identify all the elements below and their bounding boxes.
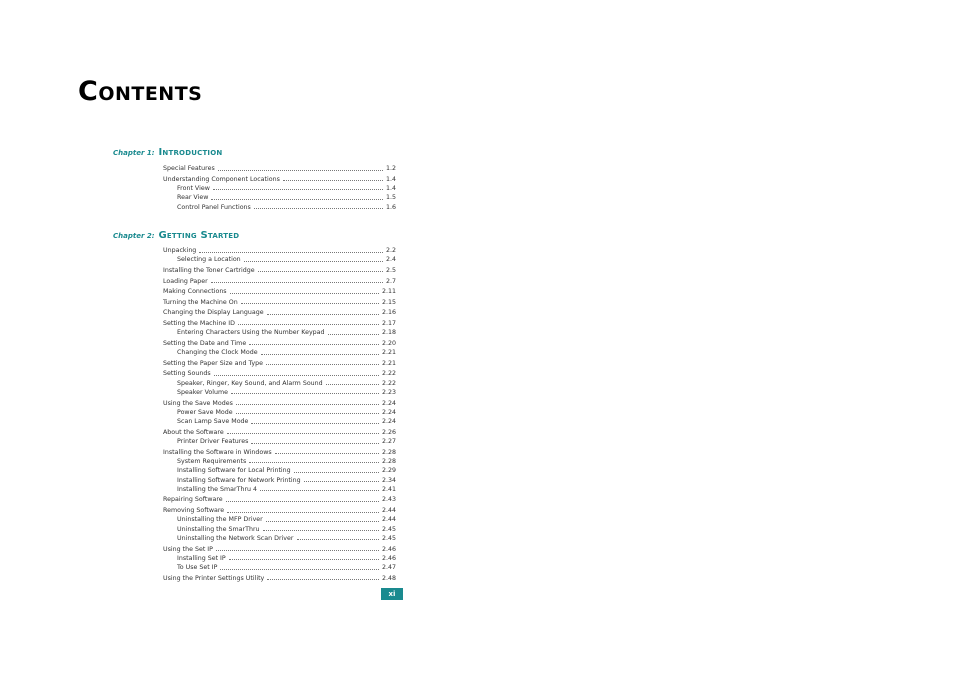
dot-leader [220,564,379,570]
toc-entry[interactable] [163,554,396,563]
toc-entry[interactable] [163,298,396,307]
toc-entry-label: Installing Software for Network Printing [177,476,301,484]
toc-entry-page: 1.4 [385,175,396,183]
dot-leader [229,554,379,560]
toc-entry-page: 2.47 [381,564,396,572]
dot-leader [249,457,379,463]
dot-leader [211,277,383,283]
dot-leader [231,388,379,394]
dot-leader [213,184,383,190]
toc-entry-label: Using the Set IP [163,545,213,553]
toc-entry-label: Making Connections [163,288,227,296]
dot-leader [266,516,379,522]
dot-leader [267,309,379,315]
toc-entry-page: 2.23 [381,388,396,396]
toc-entry-page: 2.26 [381,428,396,436]
toc-entry-page: 1.4 [385,184,396,192]
chapter-label: Chapter 1: [113,149,155,157]
toc-entry-page: 2.28 [381,448,396,456]
toc-entry-page: 2.44 [381,516,396,524]
toc-entry[interactable] [163,339,396,348]
toc-entry-page: 2.24 [381,408,396,416]
toc-entry[interactable] [163,525,396,534]
toc-entry-page: 2.11 [381,288,396,296]
toc-entry-label: Scan Lamp Save Mode [177,418,249,426]
toc-entry-page: 2.17 [381,319,396,327]
toc-entry-label: Setting the Machine ID [163,319,235,327]
toc-entry-page: 2.34 [381,476,396,484]
dot-leader [236,408,379,414]
toc-entry-page: 2.20 [381,339,396,347]
toc-entry-page: 2.15 [381,298,396,306]
toc-entry[interactable] [163,448,396,457]
dot-leader [211,194,383,200]
toc-entry-label: Setting the Paper Size and Type [163,359,263,367]
dot-leader [258,266,383,272]
dot-leader [267,574,379,580]
toc-entry[interactable] [163,408,396,417]
toc-entry-page: 1.5 [385,194,396,202]
dot-leader [326,379,379,385]
toc-entry-label: Using the Printer Settings Utility [163,574,265,582]
toc-entry[interactable] [163,428,396,437]
toc-entry[interactable] [163,328,396,337]
toc-entry-page: 2.21 [381,349,396,357]
toc-entry-page: 2.2 [385,247,396,254]
toc-entry[interactable] [163,545,396,554]
dot-leader [251,438,379,444]
toc-entry-page: 2.21 [381,359,396,367]
toc-entry-label: Installing the SmarThru 4 [177,485,258,493]
toc-entry-label: To Use Set IP [177,564,218,572]
toc-entry-label: About the Software [163,428,224,436]
toc-entry[interactable] [163,266,396,275]
toc-entry-page: 2.48 [381,574,396,582]
toc-entry-label: Selecting a Location [177,256,241,264]
toc-entry-page: 2.45 [381,525,396,533]
dot-leader [261,349,379,355]
toc-entry[interactable] [163,379,396,388]
toc-entry[interactable] [163,175,396,184]
page-title: Contents [78,76,203,107]
dot-leader [304,476,379,482]
toc-entry[interactable] [163,246,396,255]
toc-entry-label: Printer Driver Features [177,438,249,445]
toc-entry-page: 2.18 [381,329,396,337]
toc-entry[interactable] [163,417,396,426]
toc-entry[interactable] [163,277,396,286]
toc-entry-label: Loading Paper [163,277,208,285]
dot-leader [251,418,379,424]
toc-entry[interactable] [163,457,396,466]
toc-entry[interactable] [163,485,396,494]
toc-entry-label: Installing Software for Local Printing [177,467,291,475]
toc-entry-label: Understanding Component Locations [163,175,280,183]
toc-entry[interactable] [163,506,396,515]
dot-leader [249,339,379,345]
toc-entry-label: Special Features [163,165,215,172]
toc-entry[interactable] [163,193,396,202]
toc-entry-label: System Requirements [177,457,247,465]
dot-leader [294,467,379,473]
toc-entry[interactable] [163,534,396,543]
toc-entry-page: 2.45 [381,534,396,542]
toc-entry-label: Turning the Machine On [163,298,238,306]
toc-entry-page: 2.5 [385,266,396,274]
toc-entry[interactable] [163,437,396,446]
chapter-heading-2 [113,230,239,241]
toc-entry-label: Installing the Toner Cartridge [163,266,255,274]
toc-entry[interactable] [163,348,396,357]
toc-entry[interactable] [163,359,396,368]
toc-entry-page: 2.4 [385,256,396,264]
toc-entry-label: Repairing Software [163,496,223,504]
toc-entry-page: 1.6 [385,203,396,211]
toc-entry-page: 2.27 [381,438,396,445]
toc-entry[interactable] [163,574,396,583]
toc-entry-page: 2.46 [381,545,396,553]
toc-entry-page: 2.46 [381,554,396,562]
dot-leader [236,399,379,405]
toc-entry-page: 2.24 [381,399,396,407]
toc-entry-label: Uninstalling the SmarThru [177,525,260,533]
toc-entry-label: Installing the Software in Windows [163,448,272,456]
chapter-title: Getting Started [158,230,240,241]
toc-entry[interactable] [163,563,396,572]
toc-entry-page: 2.44 [381,507,396,514]
dot-leader [238,319,379,325]
chapter-heading-1 [113,147,222,158]
toc-entry-label: Front View [177,184,210,192]
toc-entry-page: 2.7 [385,277,396,285]
chapter-title: Introduction [158,147,223,158]
dot-leader [230,288,379,294]
toc-entry-label: Removing Software [163,507,225,514]
dot-leader [199,247,383,253]
toc-entry-label: Uninstalling the Network Scan Driver [177,534,294,542]
toc-entry-page: 2.28 [381,457,396,465]
dot-leader [241,298,379,304]
toc-entry-page: 2.16 [381,309,396,317]
toc-entry-label: Changing the Clock Mode [177,349,258,357]
toc-entry[interactable] [163,287,396,296]
toc-entry-label: Control Panel Functions [177,203,251,211]
toc-entry[interactable] [163,466,396,475]
dot-leader [227,428,379,434]
toc-entry-label: Using the Save Modes [163,399,233,407]
dot-leader [260,485,379,491]
toc-entry-page: 2.22 [381,379,396,387]
toc-entry-page: 2.29 [381,467,396,475]
toc-entry[interactable] [163,164,396,173]
dot-leader [218,165,383,171]
toc-entry[interactable] [163,476,396,485]
toc-entry-page: 2.41 [381,485,396,493]
dot-leader [275,448,379,454]
toc-entry[interactable] [163,308,396,317]
toc-entry-label: Rear View [177,194,209,202]
toc-entry-label: Setting the Date and Time [163,339,247,347]
toc-entry[interactable] [163,388,396,397]
toc-entry-page: 2.24 [381,418,396,426]
dot-leader [283,175,383,181]
toc-entry[interactable] [163,495,396,504]
dot-leader [263,525,379,531]
toc-entry-label: Changing the Display Language [163,309,264,317]
toc-entry-label: Uninstalling the MFP Driver [177,516,263,524]
page-number-badge: xi [381,588,403,600]
dot-leader [216,545,379,551]
toc-entry[interactable] [163,369,396,378]
toc-entry-label: Setting Sounds [163,370,211,378]
toc-entry[interactable] [163,399,396,408]
toc-entry-label: Speaker, Ringer, Key Sound, and Alarm Sound [177,379,323,387]
toc-entry-label: Speaker Volume [177,388,229,396]
chapter-label: Chapter 2: [113,232,155,240]
toc-entry[interactable] [163,255,396,264]
dot-leader [214,370,379,376]
dot-leader [266,359,379,365]
dot-leader [297,534,379,540]
dot-leader [254,203,383,209]
toc-entry-page: 2.22 [381,370,396,378]
toc-entry-label: Unpacking [163,247,197,254]
toc-entry[interactable] [163,203,396,212]
toc-entry-page: 1.2 [385,165,396,172]
toc-entry-label: Installing Set IP [177,554,226,562]
dot-leader [226,496,379,502]
toc-entry-page: 2.43 [381,496,396,504]
toc-entry-label: Power Save Mode [177,408,233,416]
toc-entry[interactable] [163,515,396,524]
dot-leader [328,329,379,335]
dot-leader [227,507,379,513]
toc-entry-label: Entering Characters Using the Number Keypad [177,329,325,337]
dot-leader [244,256,383,262]
toc-entry[interactable] [163,184,396,193]
toc-entry[interactable] [163,319,396,328]
